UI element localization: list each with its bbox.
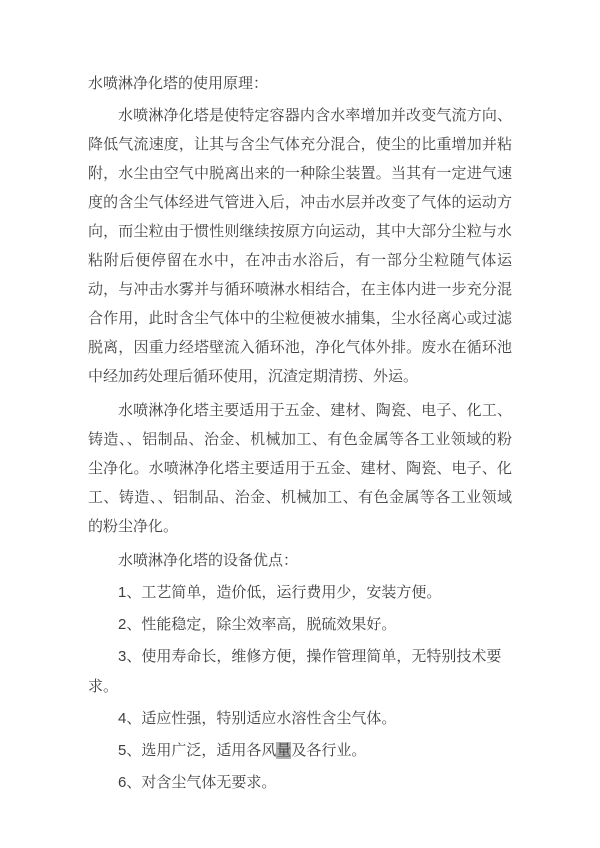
advantage-text: 1、工艺简单，造价低，运行费用少，安装方便。 [118,584,442,601]
advantage-text: 5、选用广泛，适用各风 [118,742,277,759]
advantage-item [88,704,512,734]
advantage-text: 4、适应性强，特别适应水溶性含尘气体。 [118,710,397,727]
document-title: 水喷淋净化塔的使用原理： [88,75,269,92]
body-paragraphs [88,101,512,541]
advantage-text: 2、性能稳定，除尘效率高，脱硫效果好。 [118,616,397,633]
advantages-heading: 水喷淋净化塔的设备优点： [118,552,299,569]
advantage-item [88,610,512,640]
advantage-item [88,642,512,702]
advantage-text: 及各行业。 [291,742,367,759]
highlighted-char: 量 [276,742,292,759]
advantage-item [88,578,512,608]
advantages-list [88,578,512,798]
advantage-text: 6、对含尘气体无要求。 [118,774,277,791]
paragraph: 水喷淋净化塔是使特定容器内含水率增加并改变气流方向、降低气流速度，让其与含尘气体充分混合，使尘的比重增加并粘附，水尘由空气中脱离出来的一种除尘装置。当其有一定进气速度的含尘气体经进气管进入后，冲击水层并改变了气体的运动方向，而尘粒由于惯性则继续按原方向运动，其中大部分尘粒与水粘附后便停留在水中，在冲击水浴后，有一部分尘粒随气体运动，与冲击水雾并与循环喷淋水相结合，在主体内进一步充分混合作用，此时含尘气体中的尘粒便被水捕集，尘水径离心或过滤脱离，因重力经塔壁流入循环池，净化气体外排。废水在循环池中经加药处理后循环使用，沉渣定期清捞、外运。 [88,107,512,385]
advantage-item [88,736,512,766]
advantage-item [88,768,512,798]
paragraph: 水喷淋净化塔主要适用于五金、建材、陶瓷、电子、化工、铸造、、铝制品、治金、机械加工、有色金属等各工业领域的粉尘净化。水喷淋净化塔主要适用于五金、建材、陶瓷、电子、化工、铸造、、铝制品、治金、机械加工、有色金属等各工业领域的粉尘净化。 [88,402,512,535]
advantage-text: 3、使用寿命长，维修方便，操作管理简单，无特别技术要求。 [88,648,502,695]
